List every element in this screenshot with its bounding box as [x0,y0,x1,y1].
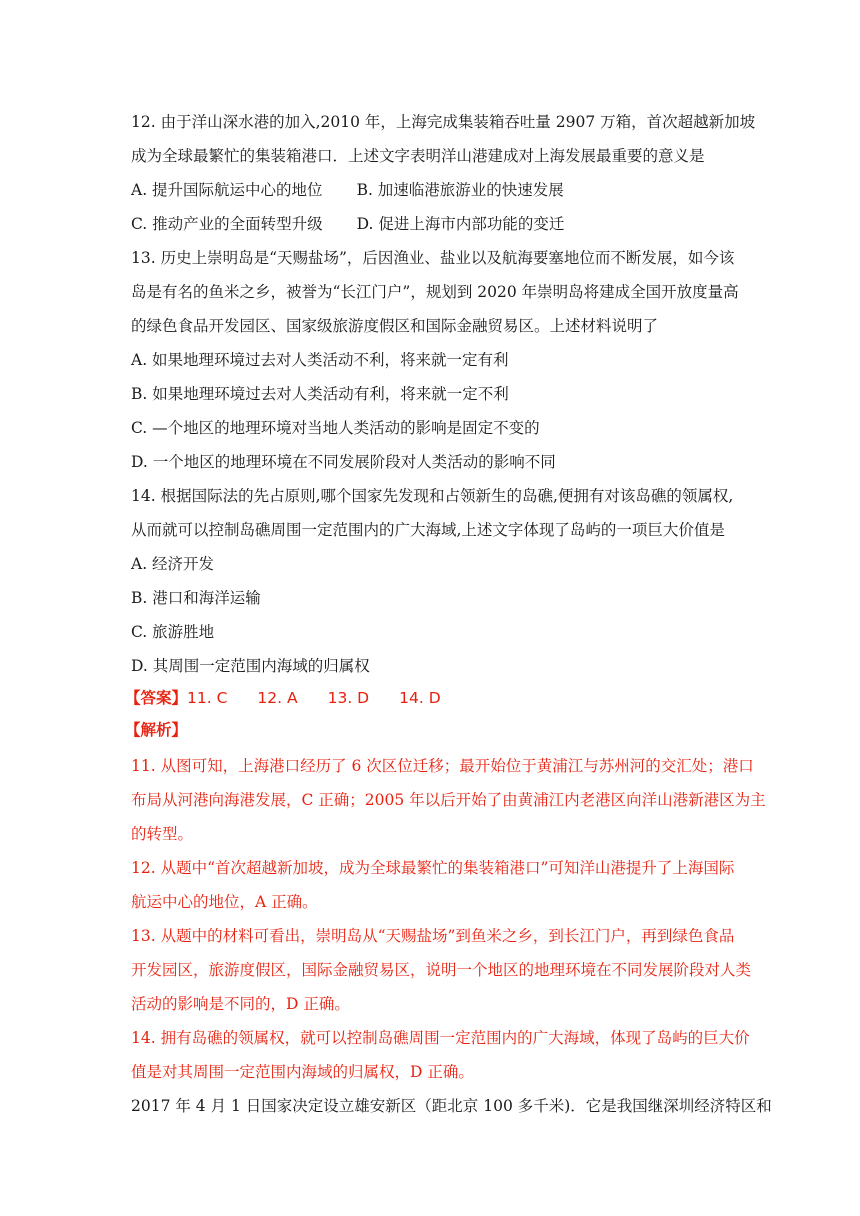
explanation-13-line-2: 开发园区，旅游度假区，国际金融贸易区，说明一个地区的地理环境在不同发展阶段对人类 [131,961,752,979]
q12-option-a: A. 提升国际航运中心的地位 [131,181,323,199]
q12-stem-line-1: 12. 由于洋山深水港的加入,2010 年，上海完成集装箱吞吐量 2907 万箱，首次超越新加坡 [131,113,756,131]
explanation-13-line-1: 13. 从题中的材料可看出，崇明岛从“天赐盐场”到鱼米之乡，到长江门户，再到绿色食品 [131,927,735,945]
q14-stem-line-2: 从而就可以控制岛礁周围一定范围内的广大海域,上述文字体现了岛屿的一项巨大价值是 [131,521,725,539]
q12-option-d: D. 促进上海市内部功能的变迁 [356,215,565,233]
answer-item: 12. A [257,689,298,707]
answer-row [125,688,441,708]
q13-option-c: C. —个地区的地理环境对当地人类活动的影响是固定不变的 [131,419,540,437]
explanation-12-line-1: 12. 从题中“首次超越新加坡，成为全球最繁忙的集装箱港口”可知洋山港提升了上海国际 [131,859,735,877]
q14-option-b: B. 港口和海洋运输 [131,589,261,607]
explanation-13-line-3: 活动的影响是不同的，D 正确。 [131,995,350,1013]
q12-stem-line-2: 成为全球最繁忙的集装箱港口．上述文字表明洋山港建成对上海发展最重要的意义是 [131,147,705,165]
q13-option-a: A. 如果地理环境过去对人类活动不利，将来就一定有利 [131,351,509,369]
explanation-14-line-1: 14. 拥有岛礁的领属权，就可以控制岛礁周围一定范围内的广大海域，体现了岛屿的巨大价 [131,1029,750,1047]
explanation-11-line-3: 的转型。 [131,825,194,843]
q12-options-row-2 [131,214,564,234]
analysis-label: 【解析】 [125,720,188,739]
answer-item: 14. D [399,689,441,707]
next-material-line-1: 2017 年 4 月 1 日国家决定设立雄安新区（距北京 100 多千米)．它是我国继深圳经济特区和 [131,1097,772,1115]
q12-options-row-1 [131,180,564,200]
q14-option-c: C. 旅游胜地 [131,623,215,641]
q14-option-a: A. 经济开发 [131,555,215,573]
q13-option-b: B. 如果地理环境过去对人类活动有利，将来就一定不利 [131,385,509,403]
q14-option-d: D. 其周围一定范围内海域的归属权 [131,657,370,675]
explanation-11-line-1: 11. 从图可知，上海港口经历了 6 次区位迁移；最开始位于黄浦江与苏州河的交汇处；港口 [131,757,754,775]
q13-stem-line-1: 13. 历史上崇明岛是“天赐盐场”，后因渔业、盐业以及航海要塞地位而不断发展，如今该 [131,249,735,267]
q12-option-c: C. 推动产业的全面转型升级 [131,215,323,233]
q13-stem-line-2: 岛是有名的鱼米之乡，被誉为“长江门户”，规划到 2020 年崇明岛将建成全国开放度量高 [131,283,739,301]
answer-item: 11. C [187,689,228,707]
explanation-11-line-2: 布局从河港向海港发展，C 正确；2005 年以后开始了由黄浦江内老港区向洋山港新港区为主 [131,791,766,809]
q12-option-b: B. 加速临港旅游业的快速发展 [356,181,564,199]
explanation-12-line-2: 航运中心的地位，A 正确。 [131,893,318,911]
q13-option-d: D. 一个地区的地理环境在不同发展阶段对人类活动的影响不同 [131,453,556,471]
answer-item: 13. D [327,689,370,707]
q14-stem-line-1: 14. 根据国际法的先占原则,哪个国家先发现和占领新生的岛礁,便拥有对该岛礁的领属权, [131,487,734,505]
answer-label: 【答案】 [125,688,188,707]
q13-stem-line-3: 的绿色食品开发园区、国家级旅游度假区和国际金融贸易区。上述材料说明了 [131,317,659,335]
explanation-14-line-2: 值是对其周围一定范围内海域的归属权，D 正确。 [131,1063,474,1081]
